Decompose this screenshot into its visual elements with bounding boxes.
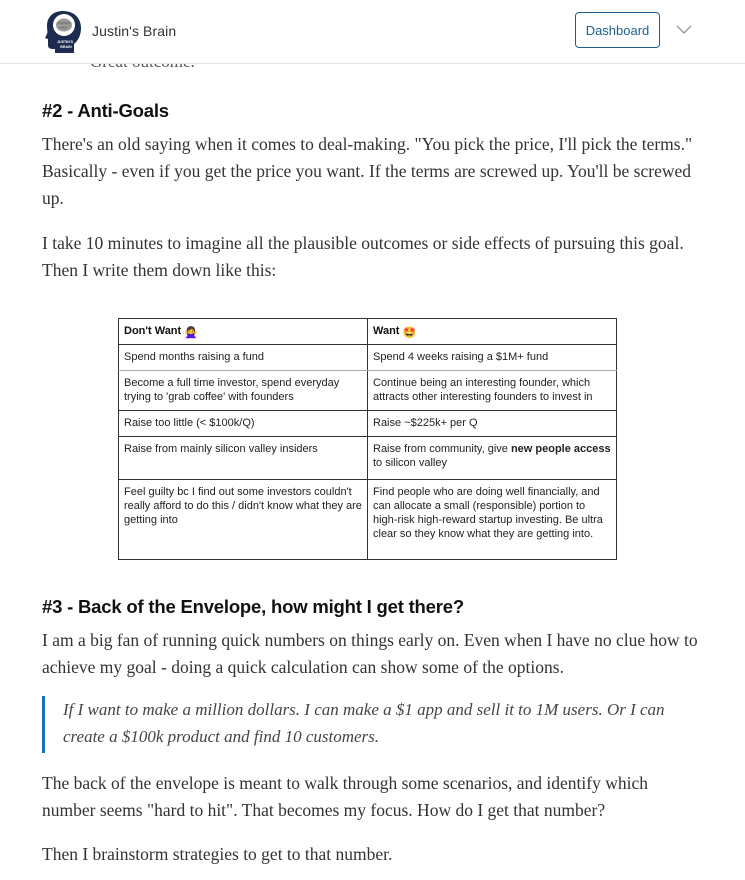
paragraph: The back of the envelope is meant to walk through some scenarios, and identify which number seems "hard to hit". That becomes my focus. How do I get that number? — [42, 773, 649, 820]
table-row — [119, 345, 617, 371]
svg-text:BRAIN: BRAIN — [60, 45, 72, 49]
table-cell: Spend months raising a fund — [119, 345, 368, 371]
table-cell: Spend 4 weeks raising a $1M+ fund — [368, 345, 617, 371]
dashboard-button[interactable]: Dashboard — [575, 12, 660, 48]
blockquote — [42, 696, 702, 753]
table-header-row — [119, 319, 617, 345]
table-row — [119, 437, 617, 480]
table-cell: Raise from mainly silicon valley insiders — [119, 437, 368, 480]
paragraph: There's an old saying when it comes to deal-making. "You pick the price, I'll pick the terms." Basically - even if you get the price you want. If the terms are screwed up. You'll be screwed up. — [42, 134, 693, 208]
section-heading-back-of-envelope: #3 - Back of the Envelope, how might I get there? — [42, 596, 464, 617]
table-row — [119, 371, 617, 411]
table-cell: Raise ~$225k+ per Q — [368, 411, 617, 437]
table-header-dont-want: Don't Want 🙅‍♀️ — [119, 319, 368, 345]
blockquote-text: If I want to make a million dollars. I can make a $1 app and sell it to 1M users. Or I can create a $100k product and find 10 customers. — [63, 700, 665, 746]
brand-link[interactable] — [44, 9, 176, 53]
table-cell: Find people who are doing well financially, and can allocate a small (responsible) portion to high-risk high-reward startup investing. Be ultra clear so they know what they are getting into. — [368, 480, 617, 560]
table-cell: Become a full time investor, spend everyday trying to 'grab coffee' with founders — [119, 371, 368, 411]
table-cell: Feel guilty bc I find out some investors couldn't really afford to do this / didn't know what they are getting into — [119, 480, 368, 560]
table-row — [119, 480, 617, 560]
table-cell: Raise from community, give new people access to silicon valley — [368, 437, 617, 480]
woman-gesturing-no-emoji-icon: 🙅‍♀️ — [184, 327, 198, 339]
brand-name: Justin's Brain — [92, 23, 177, 39]
brain-head-logo-icon — [44, 9, 82, 53]
paragraph: I take 10 minutes to imagine all the plausible outcomes or side effects of pursuing this goal. Then I write them down like this: — [42, 233, 684, 280]
star-struck-emoji-icon: 🤩 — [402, 327, 417, 339]
paragraph: Then I brainstorm strategies to get to that number. — [42, 844, 393, 864]
svg-text:JUSTIN'S: JUSTIN'S — [56, 40, 74, 44]
paragraph: I am a big fan of running quick numbers on things early on. Even when I have no clue how to achieve my goal - doing a quick calculation can show some of the options. — [42, 630, 698, 677]
section-heading-anti-goals: #2 - Anti-Goals — [42, 100, 169, 121]
chevron-down-icon[interactable] — [675, 22, 693, 36]
top-navigation-bar — [0, 0, 745, 64]
table-cell: Raise too little (< $100k/Q) — [119, 411, 368, 437]
table-cell: Continue being an interesting founder, which attracts other interesting founders to invest in — [368, 371, 617, 411]
table-row — [119, 411, 617, 437]
anti-goals-table — [118, 318, 617, 560]
table-header-want: Want 🤩 — [368, 319, 617, 345]
